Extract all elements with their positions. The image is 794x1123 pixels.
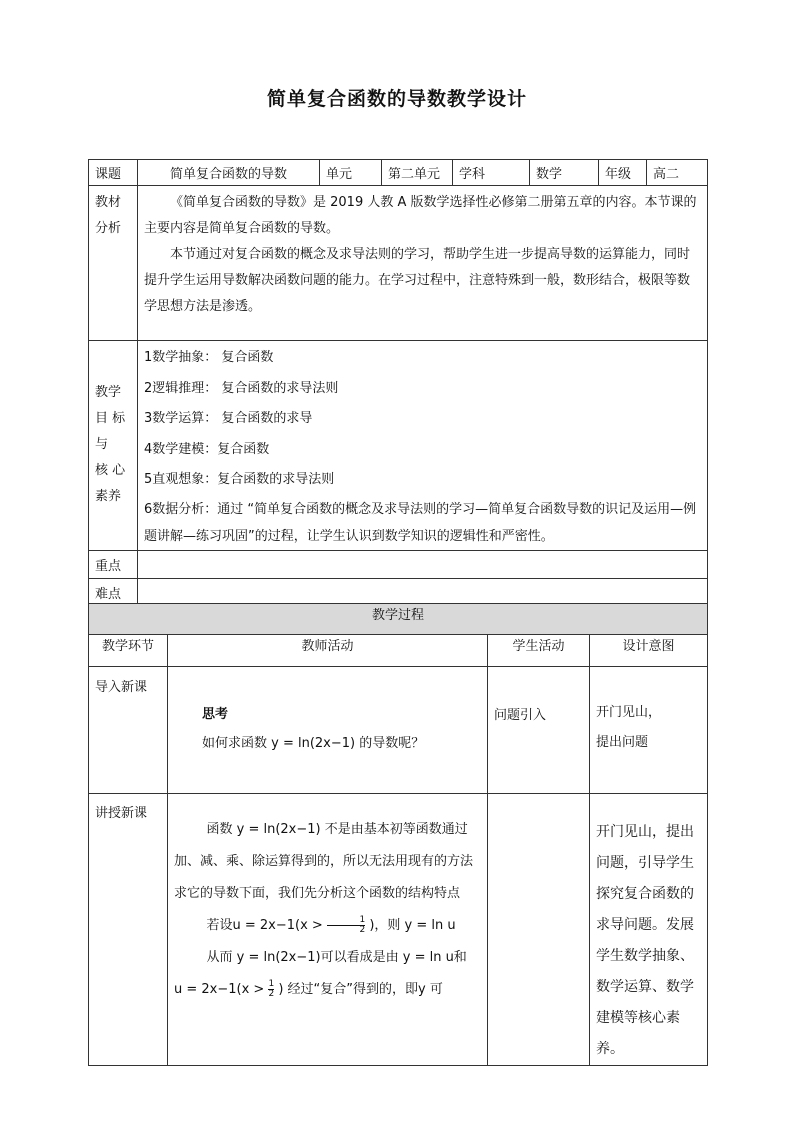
goal-item: 3数学运算： 复合函数的求导 [144,411,313,426]
topic-value: 简单复合函数的导数 [138,160,320,186]
lecture-intent: 开门见山，提出问题，引导学生探究复合函数的求导问题。发展学生数学抽象、数学运算、数学建模等核心素养。 [590,794,708,1066]
unit-label: 单元 [320,160,382,186]
column-stage: 教学环节 [89,635,168,667]
lecture-paragraph: u = 2x−1(x > $\frac{1}{2}$ ) 经过“复合”得到的，即y 可 [174,979,443,999]
process-heading: 教学过程 [89,604,708,635]
goals-label: 教学 目 标 与 核 心 素养 [89,341,138,551]
goal-item: 5直观想象：复合函数的求导法则 [144,472,335,487]
fraction-one-half: $\frac{1}{2}$ [268,979,275,999]
goal-item: 4数学建模：复合函数 [144,441,270,457]
intro-question: 如何求函数 y = ln(2x−1) 的导数呢？ [202,736,425,751]
goals-row [89,341,708,551]
lecture-teacher [168,794,488,1066]
difficulty-value [138,578,708,606]
intro-row [89,667,708,794]
unit-value: 第二单元 [382,160,453,186]
think-label: 思考 [202,707,229,722]
analysis-paragraph-2: 本节通过对复合函数的概念及求导法则的学习，帮助学生进一步提高导数的运算能力，同时提升学生运用导数解决函数问题的能力。在学习过程中，注意特殊到一般，数形结合，极限等数学思想方法是渗透。 [144,247,691,314]
goal-item: 6数据分析：通过 “简单复合函数的概念及求导法则的学习—简单复合函数导数的识记及运用—例题讲解—练习巩固”的过程，让学生认识到数学知识的逻辑性和严密性。 [144,501,697,544]
analysis-content [138,186,708,341]
lecture-row [89,794,708,1066]
analysis-label: 教材 分析 [89,186,138,341]
lecture-paragraph: 从而 y = ln(2x−1)可以看成是由 y = ln u和 [206,950,467,965]
process-columns-row [89,635,708,667]
lecture-paragraph: 函数 y = ln(2x−1) 不是由基本初等函数通过加、减、乘、除运算得到的，所以无法用现有的方法求它的导数下面，我们先分析这个函数的结构特点 [174,822,474,901]
grade-label: 年级 [599,160,647,186]
column-intent: 设计意图 [590,635,708,667]
key-point-label: 重点 [89,550,138,578]
grade-value: 高二 [647,160,708,186]
column-teacher: 教师活动 [168,635,488,667]
process-heading-row [89,604,708,635]
document-title: 简单复合函数的导数教学设计 [266,88,527,110]
lecture-stage: 讲授新课 [89,794,168,1066]
teaching-process-table [88,603,708,1066]
analysis-paragraph-1: 《简单复合函数的导数》是 2019 人教 A 版数学选择性必修第二册第五章的内容。本节课的主要内容是简单复合函数的导数。 [144,195,697,236]
intro-intent: 开门见山， 提出问题 [590,667,708,794]
goal-item: 2逻辑推理： 复合函数的求导法则 [144,380,339,396]
lecture-student [488,794,590,1066]
goals-content [138,341,708,551]
intro-teacher [168,667,488,794]
difficulty-label: 难点 [89,578,138,606]
subject-label: 学科 [453,160,530,186]
difficulty-row [89,578,708,606]
design-info-table [88,159,708,607]
intro-student: 问题引入 [488,667,590,794]
key-point-value [138,550,708,578]
lecture-paragraph: 若设u = 2x−1(x > $\frac{1}{2}$ )，则 y = ln u [206,915,456,935]
fraction-one-half: $\frac{1}{2}$ [327,916,365,935]
analysis-row [89,186,708,341]
column-student: 学生活动 [488,635,590,667]
info-row [89,160,708,186]
intro-stage: 导入新课 [89,667,168,794]
goal-item: 1数学抽象： 复合函数 [144,350,274,365]
topic-label: 课题 [89,160,138,186]
subject-value: 数学 [530,160,599,186]
key-point-row [89,550,708,578]
